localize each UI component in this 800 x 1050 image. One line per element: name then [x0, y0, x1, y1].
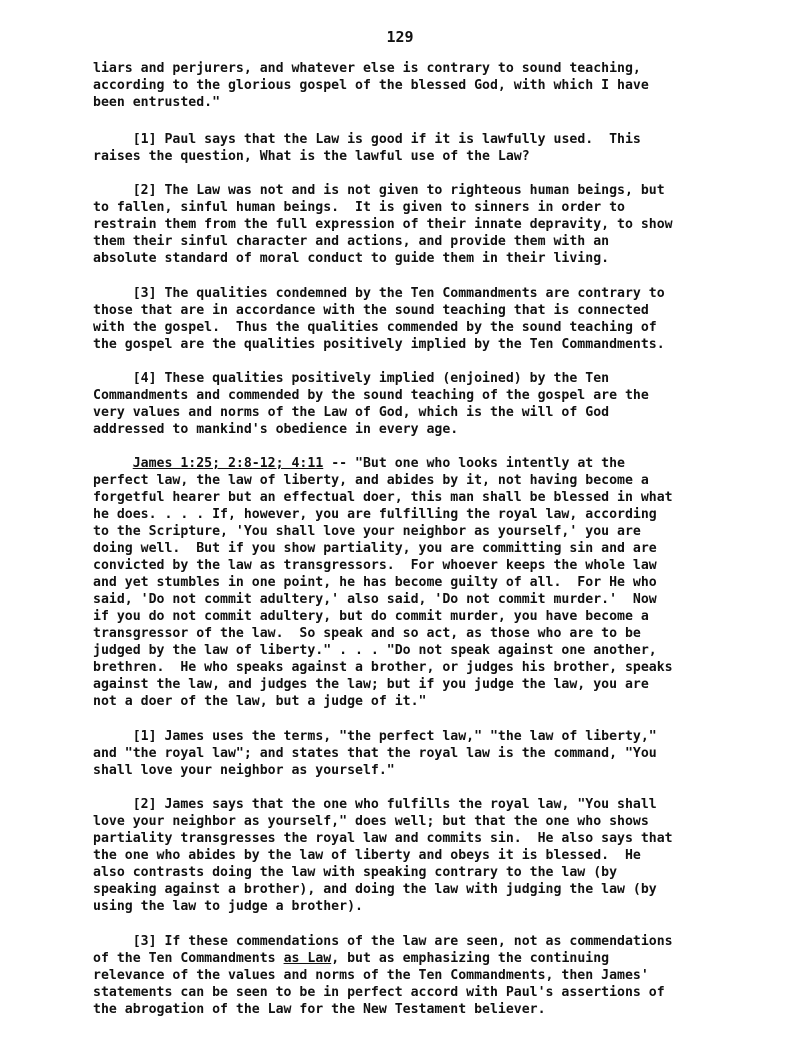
paragraph-intro-continued: liars and perjurers, and whatever else is contrary to sound teaching, according to the glorious gospel of the blessed God, with which I have been entrusted.": [93, 61, 649, 110]
james-quotation-paragraph: [93, 455, 733, 710]
paragraph-paul-3: [3] The qualities condemned by the Ten Commandments are contrary to those that are in accordance with the sound teaching that is connected with the gospel. Thus the qualities commended by the sound teaching of the gospel are the qualities positively implied by the Ten Commandments.: [93, 286, 665, 352]
paragraph-james-2: [2] James says that the one who fulfills the royal law, "You shall love your neighbor as yourself," does well; but that the one who shows partiality transgresses the royal law and commits sin. He also says that the one who abides by the law of liberty and obeys it is blessed. He also contrasts doing the law with speaking contrary to the law (by speaking against a brother), and doing the law with judging the law (by using the law to judge a brother).: [93, 797, 673, 914]
paragraph-james-3-start: [3] If these commendations of the law are seen, not as commendations of the Ten Commandments: [93, 934, 673, 966]
paragraph-paul-2: [2] The Law was not and is not given to righteous human beings, but to fallen, sinful human beings. It is given to sinners in order to restrain them from the full expression of their innate depravity, to show them their sinful character and actions, and provide them with an absolute standard of moral conduct to guide them in their living.: [93, 183, 673, 266]
paragraph-paul-1: [1] Paul says that the Law is good if it is lawfully used. This raises the question, What is the lawful use of the Law?: [93, 132, 641, 164]
paragraph-paul-4: [4] These qualities positively implied (enjoined) by the Ten Commandments and commended by the sound teaching of the gospel are the very values and norms of the Law of God, which is the will of God addressed to mankind's obedience in every age.: [93, 371, 649, 437]
james-quote-first-line: -- "But one who looks intently at the: [323, 456, 625, 471]
paragraph-james-3: [93, 933, 733, 1018]
page-number: 129: [386, 28, 414, 46]
scripture-reference: James 1:25; 2:8-12; 4:11: [132, 456, 324, 471]
james-quote-body: perfect law, the law of liberty, and abides by it, not having become a forgetful hearer but an effectual doer, this man shall be blessed in what he does. . . . If, however, you are fulfilling the royal law, according to the Scripture, 'You shall love your neighbor as yourself,' you are doing well. But if you show partiality, you are committing sin and are convicted by the law as transgressors. For whoever keeps the whole law and yet stumbles in one point, he has become guilty of all. For He who said, 'Do not commit adultery,' also said, 'Do not commit murder.' Now if you do not commit adultery, but do commit murder, you have become a transgressor of the law. So speak and so act, as those who are to be judged by the law of liberty." . . . "Do not speak against one another, brethren. He who speaks against a brother, or judges his brother, speaks against the law, and judges the law; but if you judge the law, you are not a doer of the law, but a judge of it.": [93, 473, 673, 709]
paragraph-james-1: [1] James uses the terms, "the perfect law," "the law of liberty," and "the royal law"; and states that the royal law is the command, "You shall love your neighbor as yourself.": [93, 729, 657, 778]
paragraph-james-3-end: , but as emphasizing the continuing relevance of the values and norms of the Ten Commandments, then James' statements can be seen to be in perfect accord with Paul's assertions of the abrogation of the Law for the New Testament believer.: [93, 951, 665, 1017]
emphasis-as-law: as Law: [283, 951, 332, 966]
